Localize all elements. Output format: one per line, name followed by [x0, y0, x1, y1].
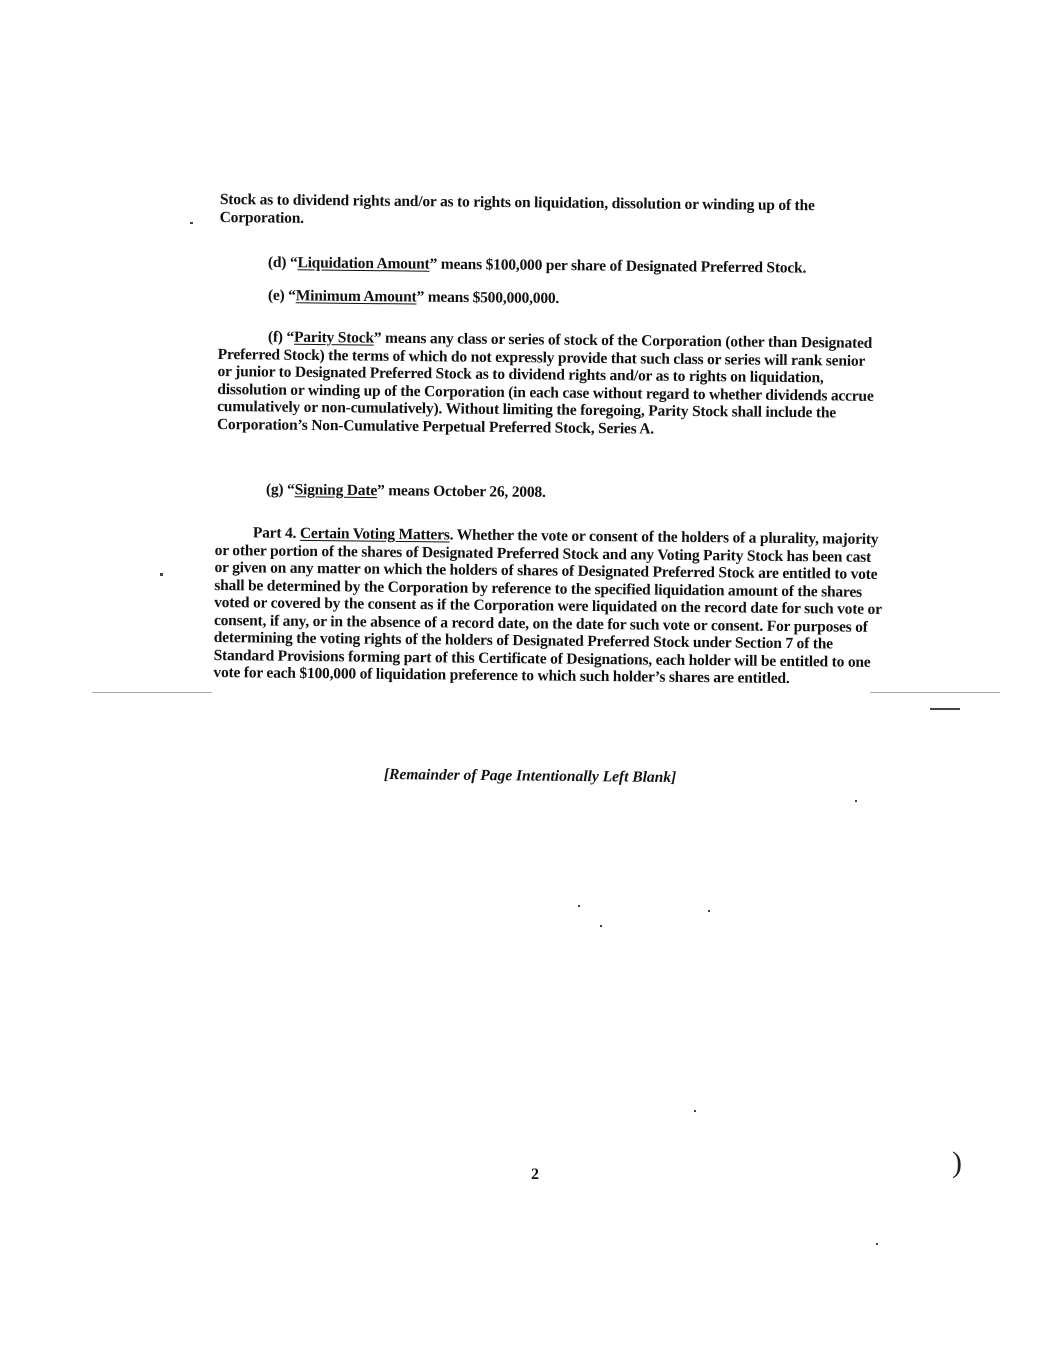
scan-artifact-dot — [600, 925, 602, 927]
definition-liquidation-amount: (d) “Liquidation Amount” means $100,000 per share of Designated Preferred Stock. — [267, 254, 807, 277]
definition-minimum-amount: (e) “Minimum Amount” means $500,000,000. — [267, 287, 560, 308]
scan-artifact-line — [870, 692, 1000, 693]
scan-artifact-dot — [160, 573, 163, 576]
scan-artifact-paren: ) — [952, 1146, 962, 1179]
scan-artifact-line — [92, 692, 212, 693]
definition-signing-date: (g) “Signing Date” means October 26, 2008. — [265, 481, 546, 501]
scan-artifact-dot — [694, 1110, 696, 1112]
remainder-note: [Remainder of Page Intentionally Left Blank] — [383, 766, 677, 787]
scan-artifact-mark — [930, 708, 960, 710]
definition-parity-stock: (f) “Parity Stock” means any class or series of stock of the Corporation (other than Designated Preferred Stock) the terms of which do not expressly provide that such class or series will rank senior or junior to Designated Preferred Stock as to dividend rights and/or as to rights on liquidation, dissolution or winding up of the Corporation (in each case without regard to whether dividends accrue cumulatively or non-cumulatively). Without limiting the foregoing, Parity Stock shall include the Corporation’s Non-Cumulative Perpetual Preferred Stock, Series A. — [216, 328, 874, 438]
scan-artifact-dot — [578, 905, 580, 907]
part-4-certain-voting-matters: Part 4. Certain Voting Matters. Whether the vote or consent of the holders of a plurality, majority or other portion of the shares of Designated Preferred Stock and any Voting Parity Stock has been cast or given on any matter on which the holders of shares of Designated Preferred Stock are entitled to vote shall be determined by the Corporation by reference to the specified liquidation amount of the shares voted or covered by the consent as if the Corporation were liquidated on the record date for such vote or consent, if any, or in the absence of a record date, on the date for such vote or consent. For purposes of determining the voting rights of the holders of Designated Preferred Stock under Section 7 of the Standard Provisions forming part of this Certificate of Designations, each holder will be entitled to one vote for each $100,000 of liquidation preference to which such holder’s shares are entitled. — [213, 524, 882, 688]
scan-artifact-dot — [855, 800, 857, 802]
page-number: 2 — [531, 1166, 539, 1183]
defined-term: Minimum Amount — [295, 287, 417, 306]
scan-artifact-dot — [876, 1243, 878, 1245]
defined-term: Parity Stock — [293, 328, 374, 347]
section-heading: Certain Voting Matters — [299, 524, 450, 544]
scan-artifact-dot — [708, 910, 710, 912]
paragraph-continuation: Stock as to dividend rights and/or as to rights on liquidation, dissolution or winding up of the Corporation. — [219, 191, 815, 227]
defined-term: Signing Date — [294, 481, 378, 500]
scan-artifact-dot — [190, 222, 193, 224]
defined-term: Liquidation Amount — [297, 254, 430, 273]
